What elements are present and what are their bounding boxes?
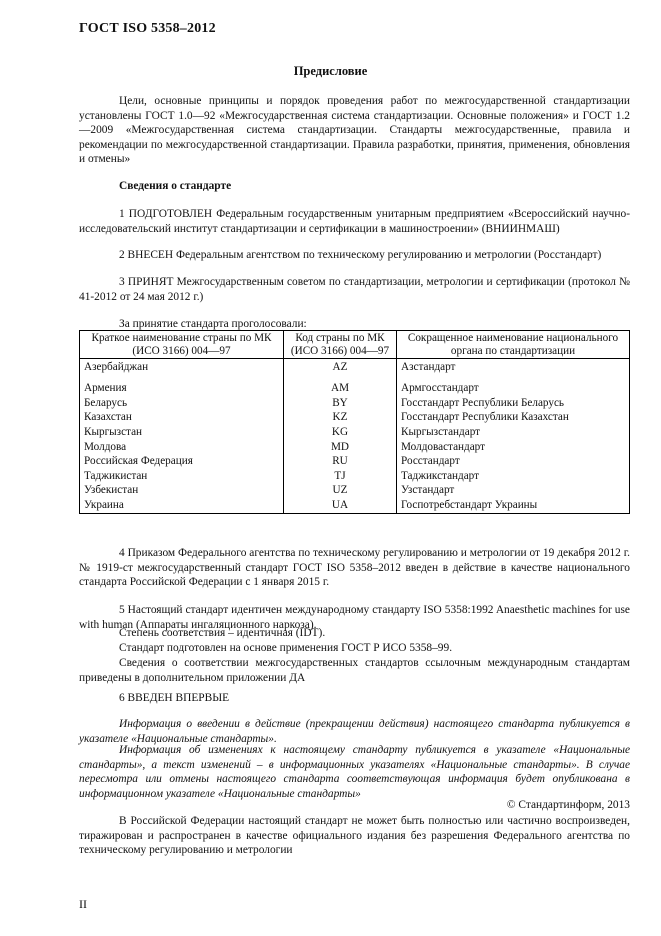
standards-body: Госстандарт Республики Казахстан xyxy=(397,410,630,425)
intro-paragraph: Цели, основные принципы и порядок проведения работ по межгосударственной стандартизации установлены ГОСТ 1.0—92 «Межгосударственная система стандартизации. Основные положения» и ГОСТ 1.2—2009 «Межгосударственная система стандартизации. Стандарты межгосударственные, правила и рекомендации по межгосударственной стандартизации. Правила разработки, принятия, применения, обновления и отмены» xyxy=(79,95,630,166)
country-name: Казахстан xyxy=(80,410,284,425)
table-row xyxy=(80,483,630,498)
country-name: Таджикистан xyxy=(80,469,284,484)
table-row xyxy=(80,454,630,469)
header-country-name: Краткое наименование страны по МК (ИСО 3166) 004—97 xyxy=(80,331,284,359)
table-row xyxy=(80,359,630,382)
item-accepted: 3 ПРИНЯТ Межгосударственным советом по стандартизации, метрологии и сертификации (протокол № 41-2012 от 24 мая 2012 г.) xyxy=(79,276,630,303)
item-degree: Степень соответствия – идентичная (IDT). xyxy=(119,627,326,639)
country-code: MD xyxy=(284,440,397,455)
country-name: Российская Федерация xyxy=(80,454,284,469)
country-name: Узбекистан xyxy=(80,483,284,498)
country-name: Азербайджан xyxy=(80,359,284,382)
country-code: AZ xyxy=(284,359,397,382)
standards-body: Госстандарт Республики Беларусь xyxy=(397,396,630,411)
country-name: Беларусь xyxy=(80,396,284,411)
item-first-time: 6 ВВЕДЕН ВПЕРВЫЕ xyxy=(119,692,230,704)
page-number: II xyxy=(79,897,87,911)
vote-caption: За принятие стандарта проголосовали: xyxy=(119,318,307,330)
standards-body: Росстандарт xyxy=(397,454,630,469)
notice-info-changes: Информация об изменениях к настоящему стандарту публикуется в указателе «Национальные стандарты», а текст изменений – в информационных указателях «Национальные стандарты». В случае пересмотра или отмены настоящего стандарта соответствующая информация будет опубликована в информационном указателе «Национальные стандарты» xyxy=(79,744,630,800)
table-row xyxy=(80,396,630,411)
item-prepared: 1 ПОДГОТОВЛЕН Федеральным государственным унитарным предприятием «Всероссийский научно-исследовательский институт стандартизации и сертификации в машиностроении» (ВНИИНМАШ) xyxy=(79,208,630,235)
country-code: UZ xyxy=(284,483,397,498)
country-code: BY xyxy=(284,396,397,411)
country-name: Молдова xyxy=(80,440,284,455)
standards-body: Узстандарт xyxy=(397,483,630,498)
country-code: KZ xyxy=(284,410,397,425)
item-appendix-note: Сведения о соответствии межгосударственных стандартов ссылочным международным стандартам приведены в дополнительном приложении ДА xyxy=(79,657,630,684)
standards-body: Молдовастандарт xyxy=(397,440,630,455)
notice-info-intro: Информация о введении в действие (прекращении действия) настоящего стандарта публикуется в указателе «Национальные стандарты». xyxy=(79,718,630,745)
standards-body: Азстандарт xyxy=(397,359,630,382)
table-row xyxy=(80,381,630,396)
table-row xyxy=(80,440,630,455)
country-name: Украина xyxy=(80,498,284,513)
item-basis: Стандарт подготовлен на основе применения ГОСТ Р ИСО 5358–99. xyxy=(119,642,453,654)
country-name: Кыргызстан xyxy=(80,425,284,440)
country-code: RU xyxy=(284,454,397,469)
standards-body: Госпотребстандарт Украины xyxy=(397,498,630,513)
vote-table xyxy=(79,330,630,514)
header-standards-body: Сокращенное наименование национального органа по стандартизации xyxy=(397,331,630,359)
item-order: 4 Приказом Федерального агентства по техническому регулированию и метрологии от 19 декабря 2012 г. № 1919-ст межгосударственный стандарт ГОСТ ISO 5358–2012 введен в действие в качестве национального стандарта Российской Федерации с 1 января 2015 г. xyxy=(79,547,630,589)
table-row xyxy=(80,410,630,425)
item-introduced: 2 ВНЕСЕН Федеральным агентством по техническому регулированию и метрологии (Росстандарт) xyxy=(119,249,602,261)
standards-body: Армгосстандарт xyxy=(397,381,630,396)
info-heading: Сведения о стандарте xyxy=(119,180,232,192)
reproduction-notice: В Российской Федерации настоящий стандарт не может быть полностью или частично воспроизведен, тиражирован и распространен в качестве официального издания без разрешения Федерального агентства по техническому регулированию и метрологии xyxy=(79,815,630,857)
table-row xyxy=(80,498,630,513)
country-name: Армения xyxy=(80,381,284,396)
country-code: UA xyxy=(284,498,397,513)
copyright: © Стандартинформ, 2013 xyxy=(506,799,630,811)
table-row xyxy=(80,469,630,484)
vote-table-header-row xyxy=(80,331,630,359)
header-country-code: Код страны по МК (ИСО 3166) 004—97 xyxy=(284,331,397,359)
table-row xyxy=(80,425,630,440)
country-code: AM xyxy=(284,381,397,396)
item-identical: 5 Настоящий стандарт идентичен международному стандарту ISO 5358:1992 Anaesthetic machines for use with human (Аппараты ингаляционного наркоза). xyxy=(79,604,630,631)
document-code-header: ГОСТ ISO 5358–2012 xyxy=(79,21,216,36)
country-code: TJ xyxy=(284,469,397,484)
foreword-title: Предисловие xyxy=(293,64,368,78)
country-code: KG xyxy=(284,425,397,440)
standards-body: Кыргызстандарт xyxy=(397,425,630,440)
standards-body: Таджикстандарт xyxy=(397,469,630,484)
